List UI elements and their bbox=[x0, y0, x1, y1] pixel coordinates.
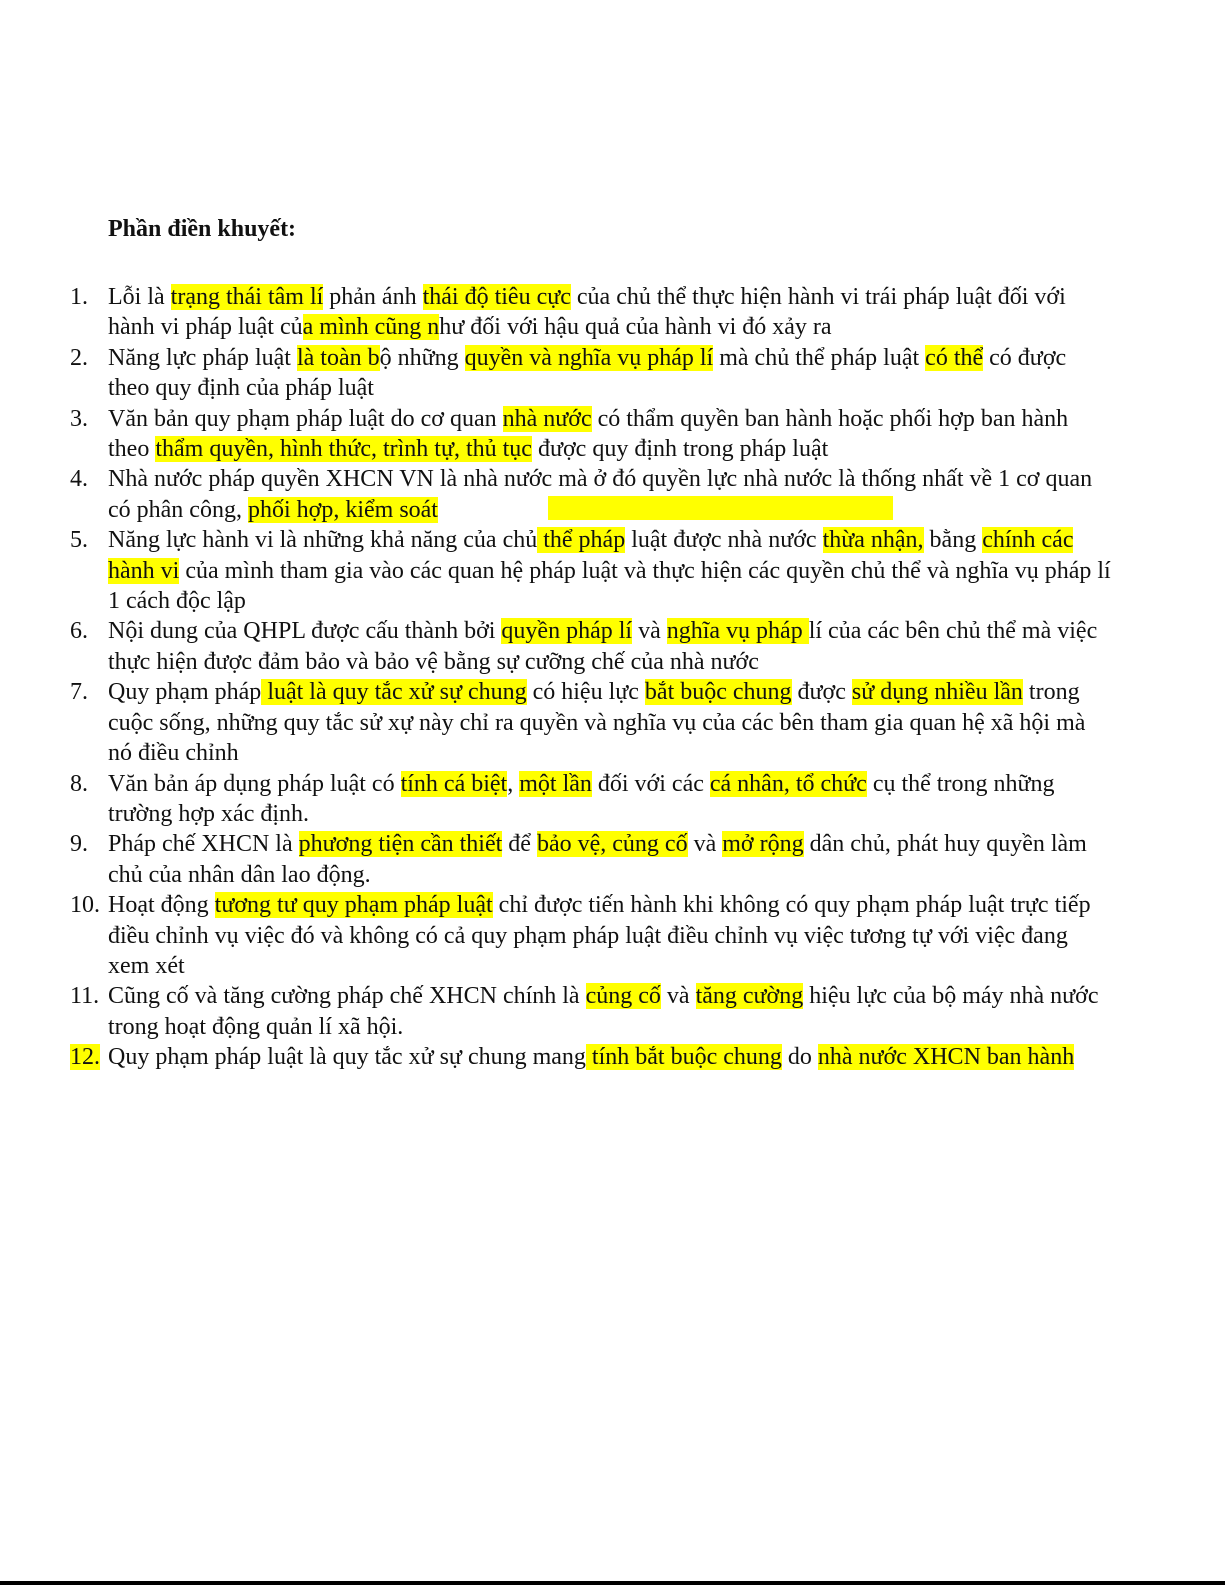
item-text bbox=[108, 679, 1085, 766]
item-number bbox=[70, 890, 108, 920]
text-segment: mà chủ thể pháp luật bbox=[713, 344, 926, 371]
text-segment: lí của các bên chủ thể mà việc thực hiện được đảm bảo và bảo vệ bằng sự cưỡng chế của nhà nước bbox=[108, 618, 1098, 675]
page-bottom-border bbox=[0, 1581, 1225, 1585]
text-segment: và bbox=[632, 618, 667, 645]
highlighted-answer: tăng cường bbox=[695, 983, 804, 1010]
highlighted-answer: nghĩa vụ pháp bbox=[666, 618, 809, 645]
highlighted-answer: trạng thái tâm lí bbox=[170, 284, 324, 310]
text-segment: của mình tham gia vào các quan hệ pháp luật và thực hiện các quyền chủ thể và nghĩa vụ pháp lí 1 cách độc lập bbox=[108, 557, 1111, 615]
item-number bbox=[70, 769, 108, 799]
text-segment: có thẩm quyền ban hành hoặc phối hợp ban hành theo bbox=[108, 405, 1069, 463]
list-item bbox=[0, 677, 1225, 768]
item-number-text: 11. bbox=[70, 983, 100, 1010]
highlighted-answer: cá nhân, tổ chức bbox=[709, 770, 867, 797]
text-segment: Nội dung của QHPL được cấu thành bởi bbox=[108, 618, 502, 645]
item-number-text: 7. bbox=[70, 679, 88, 706]
highlighted-answer: phối hợp, kiểm soát bbox=[247, 496, 438, 523]
highlighted-answer: thái độ tiêu cực bbox=[422, 284, 571, 310]
list-item bbox=[0, 981, 1225, 1042]
text-segment: Năng lực pháp luật bbox=[108, 344, 297, 371]
text-segment: và bbox=[687, 831, 723, 858]
text-segment: chỉ được tiến hành khi không có quy phạm pháp luật trực tiếp điều chỉnh vụ việc đó và không có cả quy phạm pháp luật điều chỉnh vụ việc tương tự với việc đang xem xét bbox=[108, 892, 1091, 979]
text-segment: đối với các bbox=[591, 770, 710, 797]
highlighted-answer: thể pháp bbox=[537, 527, 626, 554]
text-segment: Nhà nước pháp quyền XHCN VN là nhà nước mà ở đó quyền lực nhà nước là thống nhất về 1 cơ quan có phân công, bbox=[108, 466, 1093, 523]
fill-in-list bbox=[0, 282, 1225, 1073]
item-text bbox=[108, 345, 1066, 401]
item-number-text: 4. bbox=[70, 466, 88, 493]
list-item bbox=[0, 404, 1225, 465]
text-segment: hư đối với hậu quả của hành vi đó xảy ra bbox=[439, 314, 832, 341]
list-item bbox=[0, 616, 1225, 677]
text-segment: để bbox=[502, 831, 537, 858]
text-segment: do bbox=[781, 1044, 818, 1071]
list-item bbox=[0, 464, 1225, 525]
text-segment: ộ những bbox=[379, 344, 465, 371]
text-segment: hiệu lực của bộ máy nhà nước trong hoạt động quản lí xã hội. bbox=[108, 983, 1099, 1040]
list-item bbox=[0, 769, 1225, 830]
text-segment: của chủ thể thực hiện hành vi trái pháp luật đối với hành vi pháp luật củ bbox=[108, 284, 1066, 341]
item-text bbox=[108, 406, 1068, 462]
highlighted-answer: tính bắt buộc chung bbox=[585, 1044, 782, 1071]
text-segment: có được theo quy định của pháp luật bbox=[108, 344, 1067, 402]
item-number bbox=[70, 1042, 108, 1072]
item-number-text: 9. bbox=[70, 831, 88, 858]
list-item bbox=[0, 829, 1225, 890]
text-segment: bằng bbox=[923, 527, 983, 554]
highlighted-answer: phương tiện cần thiết bbox=[298, 831, 503, 858]
item-number bbox=[70, 404, 108, 434]
section-heading: Phần điền khuyết: bbox=[108, 216, 297, 242]
text-segment: dân chủ, phát huy quyền làm chủ của nhân dân lao động. bbox=[108, 831, 1087, 888]
highlighted-answer: a mình cũng n bbox=[302, 314, 440, 341]
text-segment: Hoạt động bbox=[108, 892, 215, 919]
item-number bbox=[70, 464, 108, 494]
highlighted-answer: quyền và nghĩa vụ pháp lí bbox=[464, 344, 714, 371]
item-number-text: 5. bbox=[70, 527, 88, 554]
text-segment: Năng lực hành vi là những khả năng của chủ bbox=[108, 527, 538, 554]
item-number bbox=[70, 616, 108, 646]
item-number bbox=[70, 981, 108, 1011]
list-item bbox=[0, 1042, 1225, 1072]
text-segment: trong cuộc sống, những quy tắc sử xự này chỉ ra quyền và nghĩa vụ của các bên tham gia quan hệ xã hội mà nó điều chỉnh bbox=[108, 679, 1086, 767]
highlighted-answer: bảo vệ, củng cố bbox=[536, 831, 688, 858]
highlighted-answer: thẩm quyền, hình thức, trình tự, thủ tục bbox=[155, 436, 532, 463]
item-number-text: 6. bbox=[70, 618, 88, 645]
highlighted-answer: một lần bbox=[519, 770, 592, 797]
item-number-text: 3. bbox=[70, 405, 88, 432]
text-segment: có hiệu lực bbox=[526, 679, 645, 706]
text-segment: được quy định trong pháp luật bbox=[531, 436, 829, 463]
text-segment: Quy phạm pháp luật là quy tắc xử sự chung mang bbox=[108, 1044, 586, 1071]
highlighted-answer: thừa nhận, bbox=[822, 527, 924, 554]
text-segment: , bbox=[507, 770, 520, 797]
text-segment: Văn bản quy phạm pháp luật do cơ quan bbox=[108, 405, 503, 432]
list-item bbox=[0, 525, 1225, 616]
text-segment: Văn bản áp dụng pháp luật có bbox=[108, 770, 401, 797]
item-number-text: 8. bbox=[70, 770, 88, 797]
item-text bbox=[108, 892, 1091, 979]
text-segment: luật được nhà nước bbox=[625, 527, 823, 554]
item-text bbox=[108, 284, 1066, 340]
list-item bbox=[0, 343, 1225, 404]
item-text bbox=[108, 466, 1092, 522]
item-number-text: 10. bbox=[70, 892, 100, 919]
highlighted-answer: củng cố bbox=[585, 983, 661, 1010]
text-segment: và bbox=[660, 983, 696, 1010]
text-segment: được bbox=[791, 679, 852, 706]
item-text bbox=[108, 618, 1097, 674]
highlighted-answer: quyền pháp lí bbox=[501, 618, 633, 645]
item-number-text: 12. bbox=[70, 1044, 100, 1071]
highlighted-answer: nhà nước XHCN ban hành bbox=[817, 1044, 1075, 1071]
list-item bbox=[0, 282, 1225, 343]
item-number bbox=[70, 677, 108, 707]
highlighted-answer: là toàn b bbox=[296, 344, 380, 371]
item-text bbox=[108, 527, 1111, 614]
highlighted-answer: tương tư quy phạm pháp luật bbox=[214, 892, 493, 919]
item-text bbox=[108, 831, 1087, 887]
item-number-text: 2. bbox=[70, 344, 88, 371]
text-segment: phản ánh bbox=[323, 284, 423, 310]
item-number bbox=[70, 343, 108, 373]
highlighted-answer: nhà nước bbox=[502, 405, 592, 432]
item-number bbox=[70, 525, 108, 555]
list-item bbox=[0, 890, 1225, 981]
item-number bbox=[70, 282, 108, 312]
item-text bbox=[108, 771, 1054, 827]
highlighted-answer: chính các hành vi bbox=[108, 527, 1074, 584]
highlight-blank bbox=[548, 496, 893, 520]
highlighted-answer: sử dụng nhiều lần bbox=[851, 679, 1023, 706]
item-number-text: 1. bbox=[70, 284, 88, 310]
highlighted-answer: tính cá biệt bbox=[400, 770, 508, 797]
item-number bbox=[70, 829, 108, 859]
text-segment: cụ thể trong những trường hợp xác định. bbox=[108, 770, 1055, 827]
text-segment: Pháp chế XHCN là bbox=[108, 831, 299, 858]
highlighted-answer: có thể bbox=[925, 344, 984, 371]
text-segment: Cũng cố và tăng cường pháp chế XHCN chính là bbox=[108, 983, 586, 1010]
item-text bbox=[108, 1044, 1074, 1070]
highlighted-answer: bắt buộc chung bbox=[644, 679, 792, 706]
text-segment: Quy phạm pháp bbox=[108, 679, 262, 706]
item-text bbox=[108, 983, 1099, 1039]
highlighted-answer: mở rộng bbox=[722, 831, 804, 858]
text-segment: Lỗi là bbox=[108, 284, 171, 310]
highlighted-answer: luật là quy tắc xử sự chung bbox=[261, 679, 527, 706]
